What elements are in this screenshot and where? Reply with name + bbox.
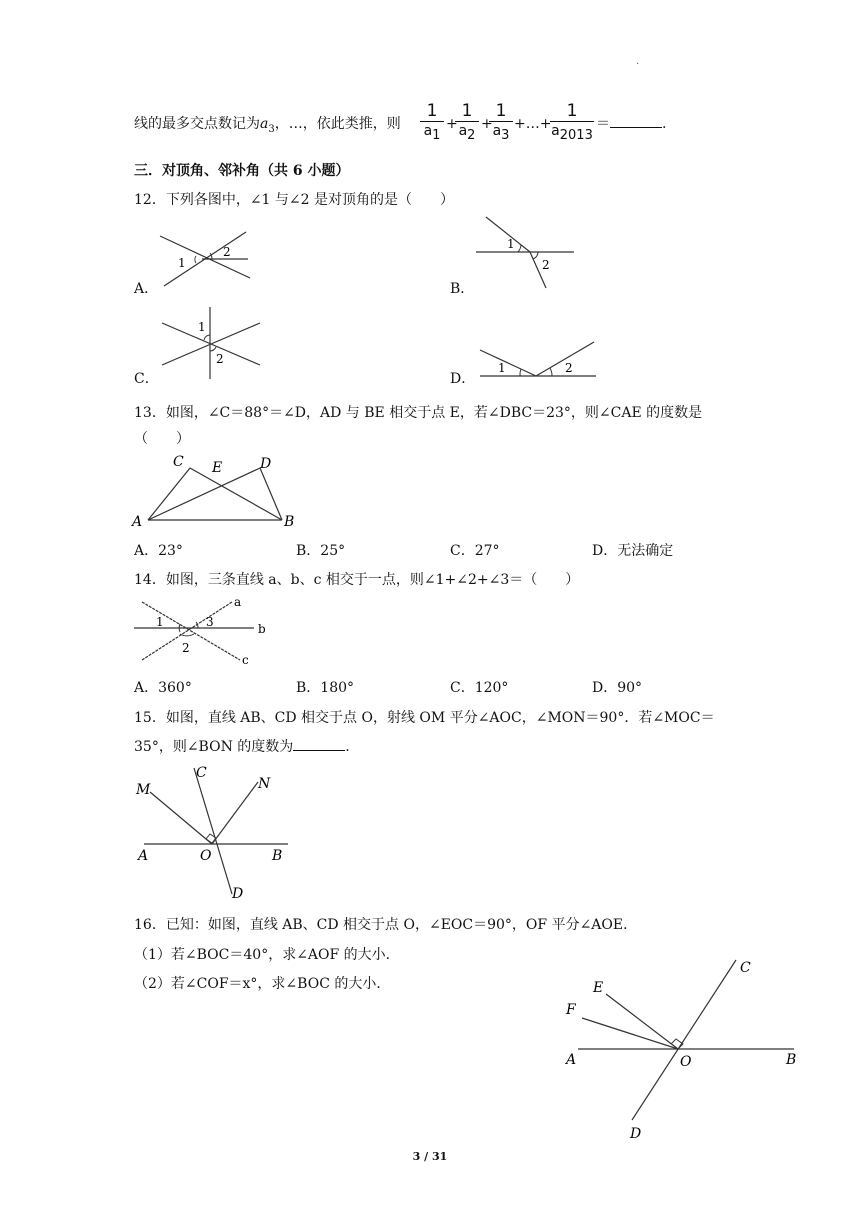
q11-tail-text: 线的最多交点数记为 <box>134 116 260 132</box>
angle-arc <box>195 256 196 263</box>
q12-figure-b <box>470 212 580 290</box>
angle-arc <box>520 369 521 376</box>
angle-label-1: 1 <box>198 320 206 334</box>
point-label-e: E <box>593 980 604 996</box>
q11-equals-blank <box>596 113 666 133</box>
q12-option-a[interactable]: A． <box>134 281 159 297</box>
fraction-denominator: $a_1$ <box>423 123 441 143</box>
plus-sign: + <box>446 116 458 132</box>
line-CD <box>194 768 232 894</box>
point-label-c: C <box>173 454 184 470</box>
q13-figure <box>126 450 306 532</box>
angle-arc <box>533 252 538 259</box>
point-label-a: A <box>132 514 143 530</box>
segment-AC <box>148 468 190 520</box>
q15-stem-text: 35°，则∠BON 的度数为 <box>134 739 294 755</box>
line-c <box>142 602 240 660</box>
fraction-numerator: 1 <box>566 101 578 121</box>
point-label-b: B <box>272 848 283 864</box>
fraction-2 <box>455 102 479 144</box>
point-label-b: B <box>284 514 295 530</box>
q14-option-c[interactable]: C．120° <box>450 680 509 696</box>
point-label-d: D <box>630 1126 642 1142</box>
angle-arc <box>204 335 210 340</box>
q14-option-d[interactable]: D．90° <box>592 680 643 696</box>
q14-option-a[interactable]: A．360° <box>134 680 192 696</box>
q11-a3-sub: 3 <box>268 123 275 135</box>
point-label-m: M <box>136 782 151 798</box>
point-label-b: B <box>786 1052 797 1068</box>
q13-stem-line2: （ ） <box>134 431 190 447</box>
q16-part2: （2）若∠COF＝x°，求∠BOC 的大小． <box>134 976 391 992</box>
point-label-n: N <box>258 776 271 792</box>
fraction-numerator: 1 <box>426 101 438 121</box>
line <box>160 236 250 278</box>
fraction-denominator: $a_{2013}$ <box>551 123 593 143</box>
fraction-numerator: 1 <box>495 101 507 121</box>
q15-stem-line2 <box>134 736 350 756</box>
period: . <box>345 739 350 755</box>
line-label-a: a <box>234 595 242 609</box>
angle-label-1: 1 <box>178 256 186 270</box>
q13-option-b[interactable]: B．25° <box>296 543 346 559</box>
angle-label-1: 1 <box>156 615 164 629</box>
angle-label-2: 2 <box>216 352 224 366</box>
page-number: 3 / 31 <box>412 1150 448 1163</box>
point-label-o: O <box>200 848 212 864</box>
line-CD <box>632 960 736 1120</box>
angle-arc <box>550 368 552 376</box>
q11-rest: ，…，依此类推，则 <box>274 116 401 132</box>
line <box>480 350 536 376</box>
point-label-a: A <box>566 1052 577 1068</box>
point-label-o: O <box>680 1054 692 1070</box>
point-label-c: C <box>740 960 751 976</box>
q16-figure <box>560 956 810 1146</box>
period: . <box>662 116 667 132</box>
q11-tail-line <box>134 113 401 135</box>
q12-option-d[interactable]: D． <box>450 371 476 387</box>
q13-option-a[interactable]: A．23° <box>134 543 183 559</box>
q14-figure <box>128 592 278 668</box>
point-label-f: F <box>566 1002 576 1018</box>
top-mark: . <box>636 56 640 67</box>
fraction-numerator: 1 <box>461 101 473 121</box>
q12-stem: 12．下列各图中，∠1 与∠2 是对顶角的是（ ） <box>134 192 454 208</box>
q15-stem-line1: 15．如图，直线 AB、CD 相交于点 O，射线 OM 平分∠AOC，∠MON＝90°．若∠MOC＝ <box>134 710 715 726</box>
q12-figure-d <box>476 340 600 384</box>
q14-option-b[interactable]: B．180° <box>296 680 355 696</box>
fraction-denominator: $a_2$ <box>458 123 476 143</box>
q12-option-b[interactable]: B． <box>450 281 475 297</box>
point-label-a: A <box>138 848 149 864</box>
ellipsis-plus: +…+ <box>514 116 552 132</box>
point-label-d: D <box>260 456 272 472</box>
angle-label-3: 3 <box>206 615 214 629</box>
equals-sign: ＝ <box>596 116 610 132</box>
angle-label-2: 2 <box>542 258 550 272</box>
q12-option-c[interactable]: C． <box>134 371 159 387</box>
q13-stem-line1: 13．如图，∠C＝88°＝∠D，AD 与 BE 相交于点 E，若∠DBC＝23°，则∠CAE 的度数是 <box>134 405 703 421</box>
angle-arc <box>518 245 521 252</box>
q15-figure <box>130 760 300 902</box>
answer-blank <box>610 127 662 128</box>
angle-arc <box>210 347 216 351</box>
fraction-3 <box>489 102 513 144</box>
angle-label-2: 2 <box>182 641 190 655</box>
line-label-c: c <box>242 653 249 667</box>
q13-option-d[interactable]: D．无法确定 <box>592 543 674 559</box>
angle-arc <box>180 634 194 636</box>
line-label-b: b <box>258 622 266 636</box>
ray-OM <box>150 792 212 844</box>
q11-a3: a <box>260 116 269 132</box>
angle-label-1: 1 <box>498 361 506 375</box>
ray-OE <box>606 994 678 1049</box>
point-label-c: C <box>196 765 207 781</box>
q16-stem: 16．已知：如图，直线 AB、CD 相交于点 O，∠EOC＝90°，OF 平分∠AOE． <box>134 917 638 933</box>
point-label-d: D <box>232 886 244 902</box>
point-label-e: E <box>212 460 223 476</box>
q12-figure-a <box>150 226 260 292</box>
fraction-1 <box>420 102 444 144</box>
angle-label-2: 2 <box>565 361 573 375</box>
q13-option-c[interactable]: C．27° <box>450 543 500 559</box>
answer-blank <box>293 750 345 751</box>
section-title: 三．对顶角、邻补角（共 6 小题） <box>134 163 350 179</box>
q16-part1: （1）若∠BOC＝40°，求∠AOF 的大小． <box>134 947 400 963</box>
q14-stem: 14．如图，三条直线 a、b、c 相交于一点，则∠1+∠2+∠3＝（ ） <box>134 572 580 588</box>
plus-sign: + <box>481 116 493 132</box>
angle-label-1: 1 <box>507 237 515 251</box>
angle-label-2: 2 <box>223 245 231 259</box>
fraction-4 <box>550 102 594 144</box>
ray-OF <box>582 1018 678 1049</box>
fraction-denominator: $a_3$ <box>492 123 510 143</box>
segment-DB <box>260 468 282 520</box>
q12-figure-c <box>158 305 264 381</box>
ray-ON <box>212 782 258 844</box>
